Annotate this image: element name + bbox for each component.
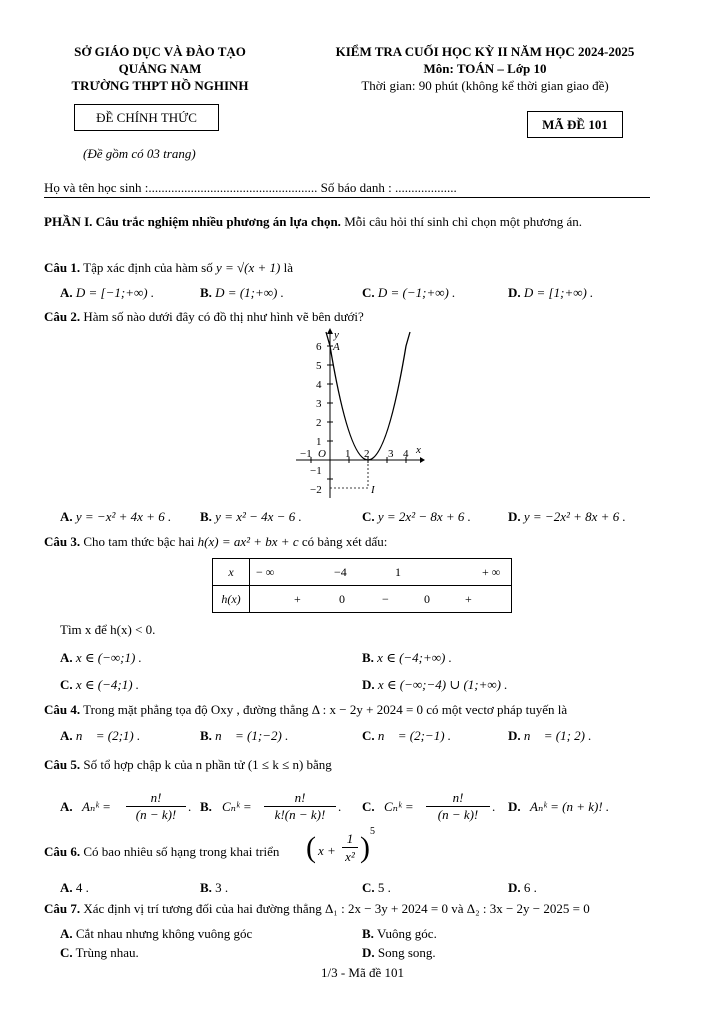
exam-title: KIỂM TRA CUỐI HỌC KỲ II NĂM HỌC 2024-2025 (335, 44, 635, 59)
y-axis-label: y (334, 329, 339, 341)
question-2 (44, 309, 364, 325)
y-label-1: 1 (316, 436, 322, 448)
subject: Môn: TOÁN – Lớp 10 (423, 61, 547, 76)
school-name: TRƯỜNG THPT HỒ NGHINH (71, 78, 249, 93)
q6-option-d[interactable]: D. 6 . (508, 880, 537, 895)
question-7 (44, 901, 590, 917)
q4-option-d[interactable]: D. n⃗ = (1; 2) . (508, 728, 592, 743)
q6-label: Câu 6. (44, 844, 81, 859)
dept-name: SỞ GIÁO DỤC VÀ ĐÀO TẠO (74, 44, 246, 59)
q2-option-d[interactable]: D. y = −2x² + 8x + 6 . (508, 509, 626, 524)
q3-option-b[interactable]: B. x ∈ (−4;+∞) . (362, 650, 452, 665)
y-label-6: 6 (316, 341, 322, 353)
q3-tail: có bảng xét dấu: (301, 534, 388, 549)
q4-option-a[interactable]: A. n⃗ = (2;1) . (60, 728, 141, 743)
q3-text: Cho tam thức bậc hai (83, 534, 195, 549)
q3-expr: h(x) = ax² + bx + c (197, 534, 299, 549)
point-a-label: A (333, 341, 340, 353)
exam-code: MÃ ĐỀ 101 (542, 117, 608, 132)
q4-text: Trong mặt phẳng tọa độ Oxy , đường thẳng Δ : x − 2y + 2024 = 0 có một vectơ pháp tuyến là (83, 702, 568, 717)
q7-option-b[interactable]: B. Vuông góc. (362, 926, 437, 941)
origin-label: O (318, 448, 326, 460)
sign-plus-left: + (294, 592, 301, 606)
pages-note: (Đề gồm có 03 trang) (83, 146, 196, 161)
question-6 (44, 844, 279, 860)
question-3 (44, 534, 387, 550)
x-neg4: −4 (334, 565, 347, 579)
q1-option-a[interactable]: A. D = [−1;+∞) . (60, 285, 155, 300)
parabola-graph (290, 328, 425, 500)
q1-tail: là (283, 260, 294, 275)
y-label-5: 5 (316, 360, 322, 372)
q3-label: Câu 3. (44, 534, 81, 549)
sign-table-x-head: x (213, 559, 250, 586)
sign-plus-right: + (465, 592, 472, 606)
x-pos-inf: + ∞ (482, 565, 501, 579)
q1-option-c[interactable]: C. D = (−1;+∞) . (362, 285, 456, 300)
q1-expr: y = √(x + 1) (215, 260, 281, 275)
q3-prompt: Tìm x để h(x) < 0. (60, 622, 156, 637)
q6-option-a[interactable]: A. 4 . (60, 880, 89, 895)
x-label-1: 1 (345, 448, 351, 460)
q6-option-c[interactable]: C. 5 . (362, 880, 391, 895)
q4-label: Câu 4. (44, 702, 81, 717)
q1-text: Tập xác định của hàm số (83, 260, 213, 275)
q7-option-c[interactable]: C. Trùng nhau. (60, 945, 139, 960)
q6-text: Có bao nhiêu số hạng trong khai triển (83, 844, 280, 859)
q4-option-c[interactable]: C. n⃗ = (2;−1) . (362, 728, 452, 743)
q2-text: Hàm số nào dưới đây có đồ thị như hình vẽ bên dưới? (83, 309, 364, 324)
sign-zero-1: 0 (339, 592, 345, 606)
official-label: ĐỀ CHÍNH THỨC (96, 110, 197, 125)
divider (44, 197, 650, 198)
x-label-3: 3 (388, 448, 394, 460)
y-label-neg1: −1 (310, 465, 322, 477)
question-5 (44, 757, 332, 773)
q6-expression: ( x + 1 x² ) 5 (306, 826, 375, 864)
x-neg-inf: − ∞ (256, 565, 275, 579)
part1-heading (44, 214, 582, 230)
sign-table (212, 558, 512, 613)
q3-option-a[interactable]: A. x ∈ (−∞;1) . (60, 650, 142, 665)
x-label-4: 4 (403, 448, 409, 460)
y-label-4: 4 (316, 379, 322, 391)
official-box (74, 104, 219, 131)
q5-text: Số tổ hợp chập k của n phần tử (1 ≤ k ≤ n) bằng (83, 757, 332, 772)
q1-label: Câu 1. (44, 260, 81, 275)
x-axis-label: x (416, 444, 421, 456)
question-1 (44, 260, 293, 276)
sign-table-h-head: h(x) (213, 586, 250, 613)
x-label-neg1: −1 (300, 448, 312, 460)
q3-option-d[interactable]: D. x ∈ (−∞;−4) ∪ (1;+∞) . (362, 677, 508, 692)
q2-option-c[interactable]: C. y = 2x² − 8x + 6 . (362, 509, 471, 524)
exam-code-box (527, 111, 623, 138)
sign-zero-2: 0 (424, 592, 430, 606)
q7-option-d[interactable]: D. Song song. (362, 945, 436, 960)
q2-label: Câu 2. (44, 309, 81, 324)
page-footer: 1/3 - Mã đề 101 (320, 965, 405, 980)
part1-instructions: Mỗi câu hỏi thí sinh chỉ chọn một phương án. (340, 214, 582, 229)
q1-option-d[interactable]: D. D = [1;+∞) . (508, 285, 594, 300)
y-label-2: 2 (316, 417, 322, 429)
duration: Thời gian: 90 phút (không kể thời gian giao đề) (361, 78, 609, 93)
point-i-label: I (371, 484, 375, 496)
q2-option-a[interactable]: A. y = −x² + 4x + 6 . (60, 509, 172, 524)
q3-option-c[interactable]: C. x ∈ (−4;1) . (60, 677, 140, 692)
q1-option-b[interactable]: B. D = (1;+∞) . (200, 285, 284, 300)
province-name: QUẢNG NAM (118, 61, 202, 76)
x-1: 1 (395, 565, 401, 579)
y-label-3: 3 (316, 398, 322, 410)
q4-option-b[interactable]: B. n⃗ = (1;−2) . (200, 728, 289, 743)
q6-option-b[interactable]: B. 3 . (200, 880, 229, 895)
q2-option-b[interactable]: B. y = x² − 4x − 6 . (200, 509, 302, 524)
q5-label: Câu 5. (44, 757, 81, 772)
q7-label: Câu 7. (44, 901, 81, 916)
student-info-line: Họ và tên học sinh :.................................................... Số báo danh : ................... (44, 180, 457, 195)
part1-title: PHẦN I. Câu trắc nghiệm nhiều phương án lựa chọn. (44, 214, 341, 229)
y-label-neg2: −2 (310, 484, 322, 496)
x-label-2: 2 (364, 448, 370, 460)
question-4 (44, 702, 567, 718)
q7-text: Xác định vị trí tương đối của hai đường thẳng Δ₁ : 2x − 3y + 2024 = 0 và Δ₂ : 3x − 2y − 2025 = 0 (83, 901, 590, 916)
sign-minus: − (382, 592, 389, 606)
q7-option-a[interactable]: A. Cắt nhau nhưng không vuông góc (60, 926, 253, 941)
